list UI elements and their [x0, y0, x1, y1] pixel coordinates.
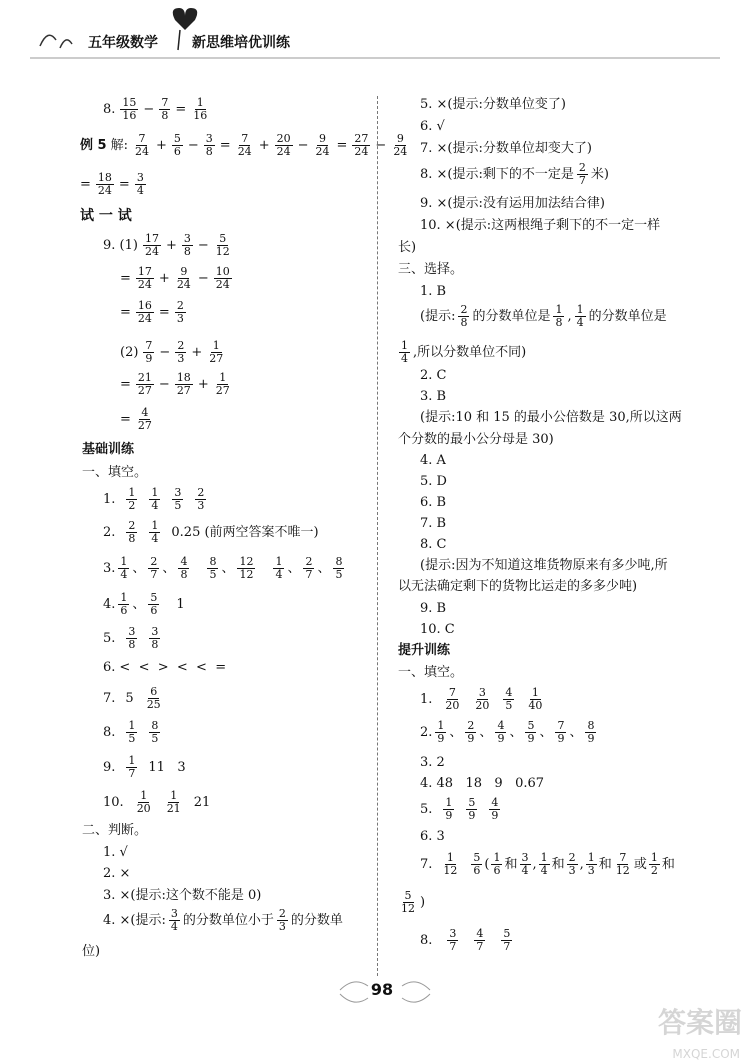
fraction: $\frac{2}{3}$: [568, 851, 576, 877]
fraction: $\frac{5}{7}$: [503, 927, 511, 953]
fraction: $\frac{3}{4}$: [521, 851, 529, 877]
page-header: [0, 0, 750, 80]
left-line-8: 8. $\frac{15}{16}$ − $\frac{7}{8}$ = $\frac{1}{16}$: [103, 96, 208, 122]
fraction: $\frac{10}{24}$: [215, 265, 230, 291]
fraction: $\frac{5}{9}$: [468, 796, 476, 822]
adv-fill-title: 一、填空。: [398, 665, 464, 680]
fraction: $\frac{2}{3}$: [176, 299, 184, 325]
page-number: 98: [370, 980, 394, 999]
fraction: $\frac{3}{8}$: [183, 232, 191, 258]
fill-4: 4. $\frac{1}{6}$ 、 $\frac{5}{6}$ 1: [103, 591, 185, 617]
fraction: $\frac{1}{6}$: [120, 591, 128, 617]
fill-title: 一、填空。: [82, 465, 148, 480]
q9-2-step2: = $\frac{21}{27}$ − $\frac{18}{27}$ + $\frac{1}{27}$: [120, 371, 230, 397]
q9-2-step3: = $\frac{4}{27}$: [120, 406, 152, 432]
choice-8-hint: (提示:因为不知道这堆货物原来有多少吨,所: [420, 558, 668, 573]
adv-fill-8: 8. $\frac{3}{7}$ $\frac{4}{7}$ $\frac{5}{7}$: [420, 927, 511, 953]
basic-training-title: 基础训练: [82, 442, 135, 457]
q9-1-step2: = $\frac{17}{24}$ + $\frac{9}{24}$ − $\frac{10}{24}$: [120, 265, 230, 291]
judge-4: 4. ×(提示: $\frac{3}{4}$ 的分数单位小于 $\frac{2}{3}$ 的分数单: [103, 907, 343, 933]
fraction: $\frac{8}{9}$: [587, 719, 595, 745]
fraction: $\frac{1}{4}$: [401, 339, 408, 365]
fraction: $\frac{4}{9}$: [497, 719, 505, 745]
fraction: $\frac{2}{7}$: [150, 555, 158, 581]
fraction: $\frac{1}{21}$: [166, 789, 181, 815]
fraction: $\frac{1}{4}$: [151, 519, 159, 545]
right-7: 7. ×(提示:分数单位却变大了): [420, 141, 592, 156]
right-8: 8. ×(提示:剩下的不一定是 $\frac{2}{7}$ 米): [420, 161, 609, 187]
fraction: $\frac{17}{24}$: [137, 265, 152, 291]
fraction: $\frac{7}{20}$: [445, 686, 460, 712]
fill-6: 6. < < > < < =: [103, 660, 227, 675]
fraction: $\frac{8}{5}$: [209, 555, 217, 581]
fraction: $\frac{7}{12}$: [615, 851, 630, 877]
fraction: $\frac{21}{27}$: [137, 371, 152, 397]
fill-1: 1. $\frac{1}{2}$ $\frac{1}{4}$ $\frac{3}{5}$ $\frac{2}{3}$: [103, 486, 205, 512]
judge-4-cont: 位): [82, 944, 101, 959]
fraction: $\frac{3}{8}$: [128, 625, 136, 651]
adv-fill-7: 7. $\frac{1}{12}$ $\frac{5}{6}$ ( $\frac{1}{6}$ 和 $\frac{3}{4}$ , $\frac{1}{4}$ 和 $\frac{2}{3}$ , $\frac{1}{3}$ 和 $\frac{7}{12}$ 或 $\frac{1}{2}$ 和: [420, 851, 675, 877]
choice-1-hint: (提示: $\frac{2}{8}$ 的分数单位是 $\frac{1}{8}$ , $\frac{1}{4}$ 的分数单位是: [420, 303, 667, 329]
fill-7: 7. 5 $\frac{6}{25}$: [103, 685, 161, 711]
watermark: 答案圈: [657, 1006, 742, 1039]
try-title: 试 一 试: [80, 208, 132, 224]
fraction: $\frac{5}{12}$: [401, 889, 415, 915]
fraction: $\frac{5}{6}$: [473, 851, 481, 877]
grade-title: 五年级数学: [88, 35, 158, 51]
fraction: $\frac{27}{24}$: [354, 132, 369, 158]
fraction: $\frac{5}{6}$: [150, 591, 158, 617]
fraction: $\frac{1}{4}$: [540, 851, 548, 877]
fraction: $\frac{1}{2}$: [128, 486, 136, 512]
right-10-cont: 长): [398, 240, 417, 255]
fraction: $\frac{2}{7}$: [578, 161, 586, 187]
fraction: $\frac{1}{6}$: [493, 851, 501, 877]
fraction: $\frac{3}{4}$: [136, 171, 144, 197]
fraction: $\frac{3}{20}$: [475, 686, 490, 712]
right-5: 5. ×(提示:分数单位变了): [420, 97, 566, 112]
adv-fill-4: 4. 48 18 9 0.67: [420, 776, 545, 791]
fraction: $\frac{3}{7}$: [449, 927, 457, 953]
fraction: $\frac{7}{24}$: [237, 132, 252, 158]
choice-8-hint-cont: 以无法确定剩下的货物比运走的多多少吨): [398, 579, 638, 594]
advanced-training-title: 提升训练: [398, 643, 451, 658]
fraction: $\frac{2}{3}$: [278, 907, 286, 933]
fraction: $\frac{2}{8}$: [128, 519, 136, 545]
fraction: $\frac{2}{9}$: [467, 719, 475, 745]
fill-2: 2. $\frac{2}{8}$ $\frac{1}{4}$ 0.25 (前两空答案不唯一): [103, 519, 319, 545]
fraction: $\frac{8}{5}$: [335, 555, 343, 581]
series-title: 新思维培优训练: [192, 35, 290, 51]
example-5-cont: = $\frac{18}{24}$ = $\frac{3}{4}$: [80, 171, 144, 197]
fraction: $\frac{3}{4}$: [170, 907, 178, 933]
fill-8: 8. $\frac{1}{5}$ $\frac{8}{5}$: [103, 719, 159, 745]
fraction: $\frac{7}{24}$: [134, 132, 149, 158]
right-9: 9. ×(提示:没有运用加法结合律): [420, 196, 605, 211]
adv-fill-6: 6. 3: [420, 829, 445, 844]
choice-3-hint: (提示:10 和 15 的最小公倍数是 30,所以这两: [420, 410, 682, 425]
fraction: $\frac{16}{24}$: [137, 299, 152, 325]
fraction: $\frac{1}{7}$: [128, 754, 136, 780]
fraction: $\frac{3}{8}$: [151, 625, 159, 651]
fraction: $\frac{1}{9}$: [445, 796, 453, 822]
fraction: $\frac{1}{16}$: [193, 96, 208, 122]
fraction: $\frac{9}{24}$: [393, 132, 408, 158]
right-6: 6. √: [420, 119, 445, 134]
example-5: 例 5 解: $\frac{7}{24}$ + $\frac{5}{6}$ − $\frac{3}{8}$ = $\frac{7}{24}$ + $\frac{20}{24}$ − $\frac{9}{24}$ = $\frac{27}{24}$ − $\frac{9}{24}$: [80, 132, 408, 158]
choice-5: 5. D: [420, 474, 447, 489]
fraction: $\frac{1}{12}$: [443, 851, 458, 877]
choice-6: 6. B: [420, 495, 447, 510]
fraction: $\frac{20}{24}$: [276, 132, 291, 158]
fraction: $\frac{1}{40}$: [528, 686, 543, 712]
choice-2: 2. C: [420, 368, 447, 383]
fill-9: 9. $\frac{1}{7}$ 11 3: [103, 754, 186, 780]
fraction: $\frac{1}{27}$: [215, 371, 230, 397]
fraction: $\frac{6}{25}$: [146, 685, 161, 711]
fraction: $\frac{1}{2}$: [650, 851, 658, 877]
fraction: $\frac{7}{9}$: [557, 719, 565, 745]
fraction: $\frac{1}{8}$: [555, 303, 563, 329]
choice-10: 10. C: [420, 622, 455, 637]
fraction: $\frac{3}{5}$: [174, 486, 182, 512]
fraction: $\frac{3}{8}$: [205, 132, 213, 158]
choice-4: 4. A: [420, 453, 446, 468]
fill-3: 3. $\frac{1}{4}$ 、 $\frac{2}{7}$ 、 $\frac{4}{8}$ $\frac{8}{5}$ 、 $\frac{12}{12}$ $\frac{1}{4}$ 、 $\frac{2}{7}$ 、 $\frac{8}{5}$: [103, 555, 343, 581]
fraction: $\frac{2}{3}$: [197, 486, 205, 512]
column-divider: [377, 96, 378, 976]
choice-3-hint-cont: 个分数的最小公分母是 30): [398, 432, 554, 447]
fill-5: 5. $\frac{3}{8}$ $\frac{3}{8}$: [103, 625, 159, 651]
adv-fill-7-cont: $\frac{5}{12}$ ): [401, 889, 426, 915]
choice-7: 7. B: [420, 516, 447, 531]
fraction: $\frac{1}{5}$: [128, 719, 136, 745]
fraction: $\frac{12}{12}$: [239, 555, 254, 581]
fraction: $\frac{2}{3}$: [177, 339, 185, 365]
fraction: $\frac{7}{8}$: [161, 96, 169, 122]
fraction: $\frac{1}{9}$: [437, 719, 445, 745]
fraction: $\frac{5}{9}$: [527, 719, 535, 745]
choice-title: 三、选择。: [398, 262, 464, 277]
choice-1-hint-cont: $\frac{1}{4}$ ,所以分数单位不同): [401, 339, 527, 365]
fraction: $\frac{18}{24}$: [97, 171, 112, 197]
right-10: 10. ×(提示:这两根绳子剩下的不一定一样: [420, 218, 661, 233]
adv-fill-5: 5. $\frac{1}{9}$ $\frac{5}{9}$ $\frac{4}{9}$: [420, 796, 499, 822]
fraction: $\frac{2}{7}$: [305, 555, 313, 581]
fraction: $\frac{4}{9}$: [491, 796, 499, 822]
fraction: $\frac{17}{24}$: [144, 232, 159, 258]
fraction: $\frac{5}{12}$: [215, 232, 230, 258]
fraction: $\frac{1}{27}$: [209, 339, 224, 365]
fraction: $\frac{1}{4}$: [120, 555, 128, 581]
fraction: $\frac{9}{24}$: [315, 132, 330, 158]
fraction: $\frac{9}{24}$: [176, 265, 191, 291]
q9-2: (2) $\frac{7}{9}$ − $\frac{2}{3}$ + $\frac{1}{27}$: [120, 339, 224, 365]
watermark-url: MXQE.COM: [672, 1047, 740, 1061]
fill-10: 10. $\frac{1}{20}$ $\frac{1}{21}$ 21: [103, 789, 211, 815]
fraction: $\frac{4}{5}$: [505, 686, 513, 712]
choice-9: 9. B: [420, 601, 447, 616]
fraction: $\frac{1}{4}$: [151, 486, 159, 512]
fraction: $\frac{5}{6}$: [173, 132, 181, 158]
fraction: $\frac{4}{8}$: [180, 555, 188, 581]
judge-3: 3. ×(提示:这个数不能是 0): [103, 888, 262, 903]
q9-1: 9. (1) $\frac{17}{24}$ + $\frac{3}{8}$ − $\frac{5}{12}$: [103, 232, 230, 258]
fraction: $\frac{4}{27}$: [137, 406, 152, 432]
fraction: $\frac{15}{16}$: [122, 96, 137, 122]
judge-2: 2. ×: [103, 866, 131, 881]
fraction: $\frac{7}{9}$: [145, 339, 153, 365]
judge-1: 1. √: [103, 845, 128, 860]
judge-title: 二、判断。: [82, 823, 148, 838]
choice-8: 8. C: [420, 537, 447, 552]
fraction: $\frac{2}{8}$: [460, 303, 468, 329]
q9-1-step3: = $\frac{16}{24}$ = $\frac{2}{3}$: [120, 299, 184, 325]
fraction: $\frac{18}{27}$: [176, 371, 191, 397]
fraction: $\frac{4}{7}$: [476, 927, 484, 953]
adv-fill-1: 1. $\frac{7}{20}$ $\frac{3}{20}$ $\frac{4}{5}$ $\frac{1}{40}$: [420, 686, 543, 712]
adv-fill-3: 3. 2: [420, 755, 445, 770]
choice-3: 3. B: [420, 389, 447, 404]
fraction: $\frac{8}{5}$: [151, 719, 159, 745]
fraction: $\frac{1}{4}$: [576, 303, 584, 329]
fraction: $\frac{1}{4}$: [275, 555, 283, 581]
fraction: $\frac{1}{3}$: [587, 851, 595, 877]
adv-fill-2: 2. $\frac{1}{9}$ 、 $\frac{2}{9}$ 、 $\frac{4}{9}$ 、 $\frac{5}{9}$ 、 $\frac{7}{9}$ 、 $\frac{8}{9}$: [420, 719, 595, 745]
fraction: $\frac{1}{20}$: [136, 789, 151, 815]
choice-1: 1. B: [420, 284, 447, 299]
